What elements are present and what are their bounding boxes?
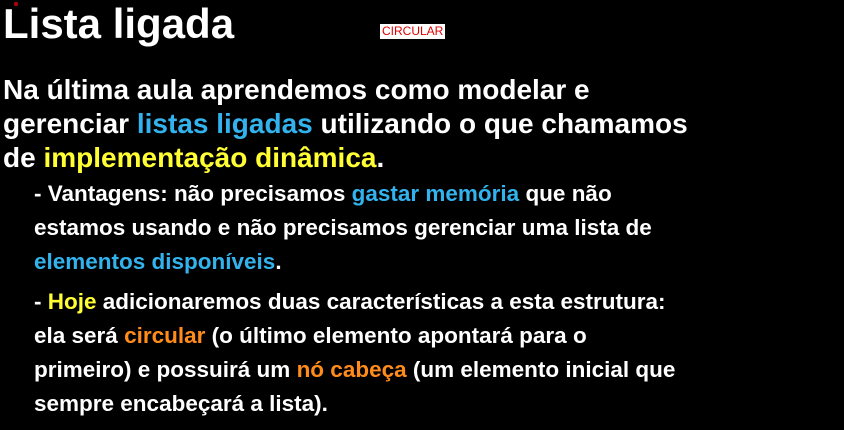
bullet-hoje [34,285,842,421]
text-span: de [3,142,44,173]
bullet-line [34,353,842,387]
text-span: primeiro) e possuirá um [34,357,297,382]
intro-line [3,141,841,175]
text-span: - [34,289,48,314]
slide-title: Lista ligada [3,0,235,47]
text-span: utilizando o que chamamos [312,108,688,139]
text-span: (o último elemento apontará para o [205,323,587,348]
text-span: Na última aula aprendemos como modelar e [3,74,590,105]
text-span: sempre encabeçará a lista). [34,391,328,416]
intro-paragraph [3,73,841,175]
highlight-gastar-memoria: gastar memória [351,181,520,206]
intro-line [3,73,841,107]
text-span: que não [519,181,612,206]
text-span: - Vantagens: não precisamos [34,181,352,206]
text-span: estamos usando e não precisamos gerenciar uma lista de [34,215,652,240]
circular-badge: CIRCULAR [382,24,444,38]
bullet-line [34,177,842,211]
highlight-no-cabeca: nó cabeça [296,357,407,382]
text-span: ela será [34,323,125,348]
bullet-vantagens [34,177,842,279]
intro-line [3,107,841,141]
bullet-line [34,285,842,319]
text-span: adicionaremos duas características a esta estrutura: [96,289,666,314]
bullet-line [34,211,842,245]
text-span: . [275,249,282,274]
bullet-line [34,245,842,279]
highlight-hoje: Hoje [47,289,97,314]
highlight-circular: circular [124,323,206,348]
text-span: gerenciar [3,108,137,139]
highlight-elementos-disponiveis: elementos disponíveis [34,249,276,274]
bullet-line [34,387,842,421]
text-span: . [376,142,385,173]
bullet-line [34,319,842,353]
text-span: (um elemento inicial que [406,357,676,382]
highlight-listas-ligadas: listas ligadas [136,108,313,139]
highlight-implementacao-dinamica: implementação dinâmica [43,142,377,173]
